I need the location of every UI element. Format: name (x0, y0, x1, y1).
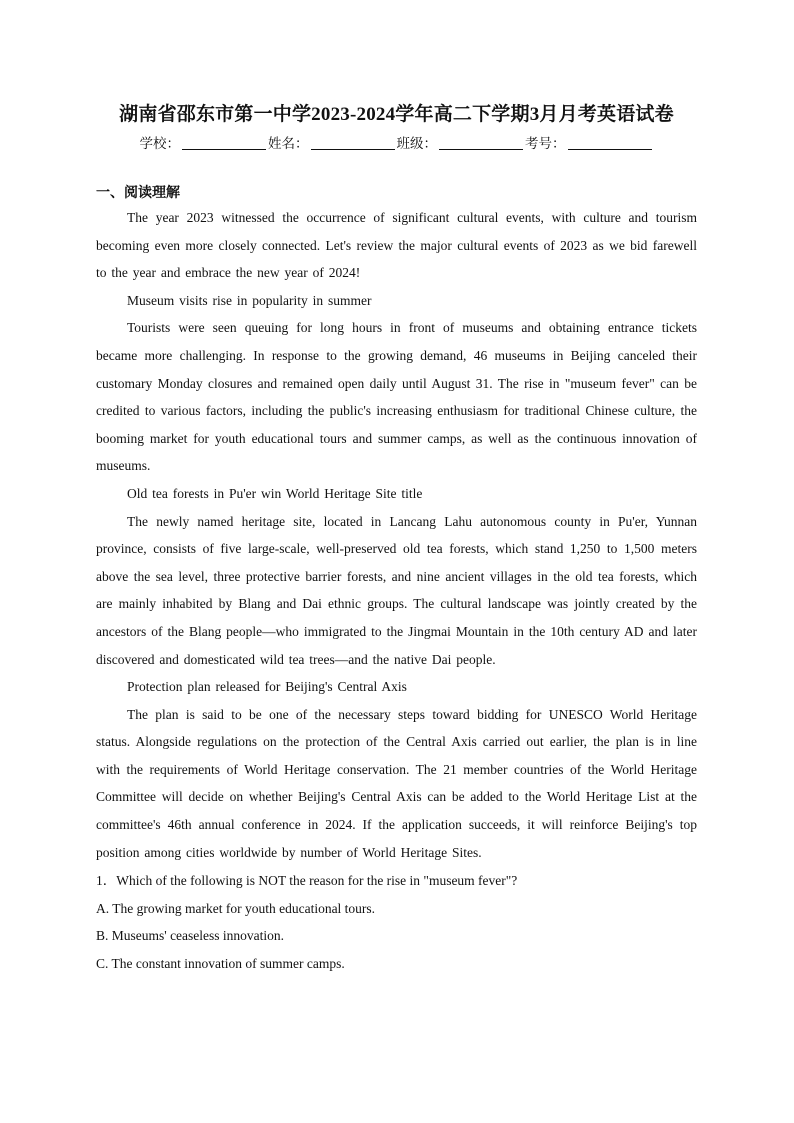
paragraph-museum: Tourists were seen queuing for long hours in front of museums and obtaining entrance tickets became more challenging. In response to the growing demand, 46 museums in Beijing canceled their customary Monday closures and remained open daily until August 31. The rise in "museum fever" can be credited to various factors, including the public's increasing enthusiasm for traditional Chinese culture, the booming market for youth educational tours and summer camps, as well as the continuous innovation of museums. (96, 320, 697, 474)
question-1-option-a[interactable]: A. The growing market for youth educational tours. (96, 900, 376, 916)
question-1-stem: 1．Which of the following is NOT the reason for the rise in "museum fever"? (96, 873, 518, 889)
number-label: 考号： (525, 136, 566, 152)
exam-page (96, 100, 697, 978)
subheading-museum: Museum visits rise in popularity in summer (127, 292, 372, 308)
question-1-option-c[interactable]: C. The constant innovation of summer camps. (96, 956, 345, 972)
name-blank[interactable] (311, 135, 395, 150)
school-label: 学校： (139, 136, 180, 152)
paragraph-tea-forests: The newly named heritage site, located in Lancang Lahu autonomous county in Pu'er, Yunnan province, consists of five large-scale, well-preserved old tea forests, which stand 1,250 to 1,500 meters above the sea level, three protective barrier forests, and nine ancient villages in the old tea forests, which are mainly inhabited by Blang and Dai ethnic groups. The cultural landscape was jointly created by the ancestors of the Blang people—who immigrated to the Jingmai Mountain in the 10th century AD and later discovered and domesticated wild tea trees—and the native Dai people. (96, 513, 697, 667)
subheading-tea-forests: Old tea forests in Pu'er win World Heritage Site title (127, 485, 423, 501)
class-blank[interactable] (439, 135, 523, 150)
intro-paragraph: The year 2023 witnessed the occurrence of significant cultural events, with culture and tourism becoming even more closely connected. Let's review the major cultural events of 2023 as we bid farewell to the year and embrace the new year of 2024! (96, 210, 697, 281)
section-heading: 一、阅读理解 (96, 185, 180, 201)
exam-title: 湖南省邵东市第一中学2023-2024学年高二下学期3月月考英语试卷 (119, 104, 674, 125)
name-label: 姓名： (268, 136, 309, 152)
student-info-line (96, 131, 697, 157)
number-blank[interactable] (568, 135, 652, 150)
school-blank[interactable] (182, 135, 266, 150)
subheading-central-axis: Protection plan released for Beijing's Central Axis (127, 679, 407, 695)
paragraph-central-axis: The plan is said to be one of the necessary steps toward bidding for UNESCO World Heritage status. Alongside regulations on the protection of the Central Axis carried out earlier, the plan is in line with the requirements of World Heritage conservation. The 21 member countries of the World Heritage Committee will decide on whether Beijing's Central Axis can be added to the World Heritage List at the committee's 46th annual conference in 2024. If the application succeeds, it will reinforce Beijing's top position among cities worldwide by number of World Heritage Sites. (96, 706, 697, 860)
question-1-option-b[interactable]: B. Museums' ceaseless innovation. (96, 928, 285, 944)
class-label: 班级： (396, 136, 437, 152)
